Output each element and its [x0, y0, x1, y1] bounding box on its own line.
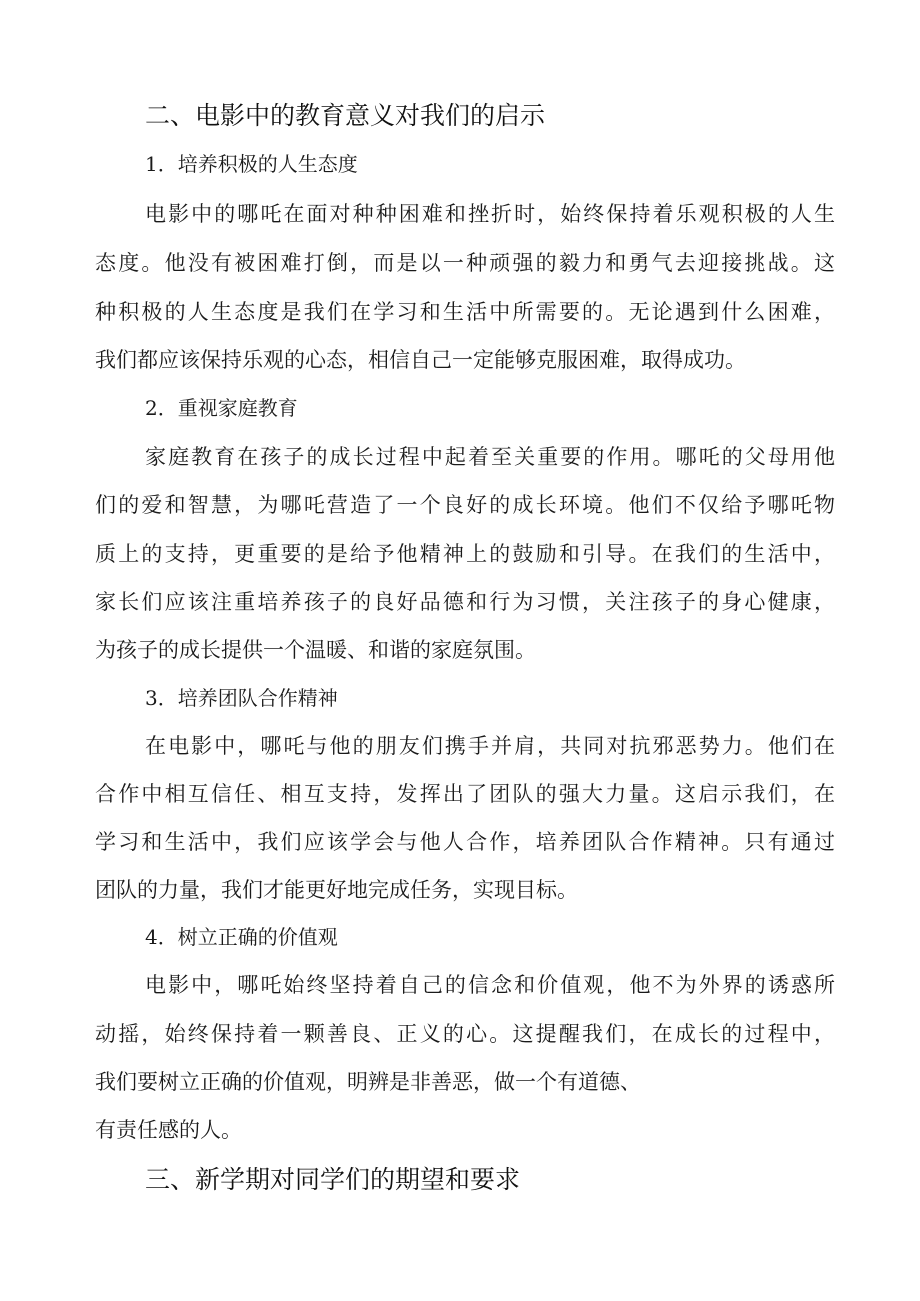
item-1-line-1: 电影中的哪吒在面对种种困难和挫折时，始终保持着乐观积极的人生 [145, 202, 835, 226]
item-1-title: 1．培养积极的人生态度 [145, 152, 358, 176]
item-2-line-4: 家长们应该注重培养孩子的良好品德和行为习惯，关注孩子的身心健康， [95, 590, 835, 614]
item-3-title: 3．培养团队合作精神 [145, 686, 338, 710]
item-4-line-4: 有责任感的人。 [95, 1118, 242, 1142]
item-4-line-1: 电影中，哪吒始终坚持着自己的信念和价值观，他不为外界的诱惑所 [145, 973, 835, 997]
item-4-line-2: 动摇，始终保持着一颗善良、正义的心。这提醒我们，在成长的过程中， [95, 1022, 835, 1046]
item-1-line-2: 态度。他没有被困难打倒，而是以一种顽强的毅力和勇气去迎接挑战。这 [95, 251, 835, 275]
item-4-line-3: 我们要树立正确的价值观，明辨是非善恶，做一个有道德、 [95, 1070, 641, 1094]
item-2-line-1: 家庭教育在孩子的成长过程中起着至关重要的作用。哪吒的父母用他 [145, 445, 835, 469]
item-1-line-3: 种积极的人生态度是我们在学习和生活中所需要的。无论遇到什么困难， [95, 300, 835, 324]
item-3-line-1: 在电影中，哪吒与他的朋友们携手并肩，共同对抗邪恶势力。他们在 [145, 734, 835, 758]
section-3-heading: 三、新学期对同学们的期望和要求 [145, 1165, 521, 1194]
section-2-heading: 二、电影中的教育意义对我们的启示 [145, 101, 546, 130]
item-3-line-3: 学习和生活中，我们应该学会与他人合作，培养团队合作精神。只有通过 [95, 830, 835, 854]
item-2-line-5: 为孩子的成长提供一个温暖、和谐的家庭氛围。 [95, 638, 536, 662]
item-2-line-3: 质上的支持，更重要的是给予他精神上的鼓励和引导。在我们的生活中， [95, 542, 835, 566]
item-3-line-4: 团队的力量，我们才能更好地完成任务，实现目标。 [95, 878, 578, 902]
item-4-title: 4．树立正确的价值观 [145, 925, 338, 949]
item-3-line-2: 合作中相互信任、相互支持，发挥出了团队的强大力量。这启示我们，在 [95, 782, 835, 806]
item-2-title: 2．重视家庭教育 [145, 396, 298, 420]
item-2-line-2: 们的爱和智慧，为哪吒营造了一个良好的成长环境。他们不仅给予哪吒物 [95, 493, 835, 517]
item-1-line-4: 我们都应该保持乐观的心态，相信自己一定能够克服困难，取得成功。 [95, 348, 746, 372]
